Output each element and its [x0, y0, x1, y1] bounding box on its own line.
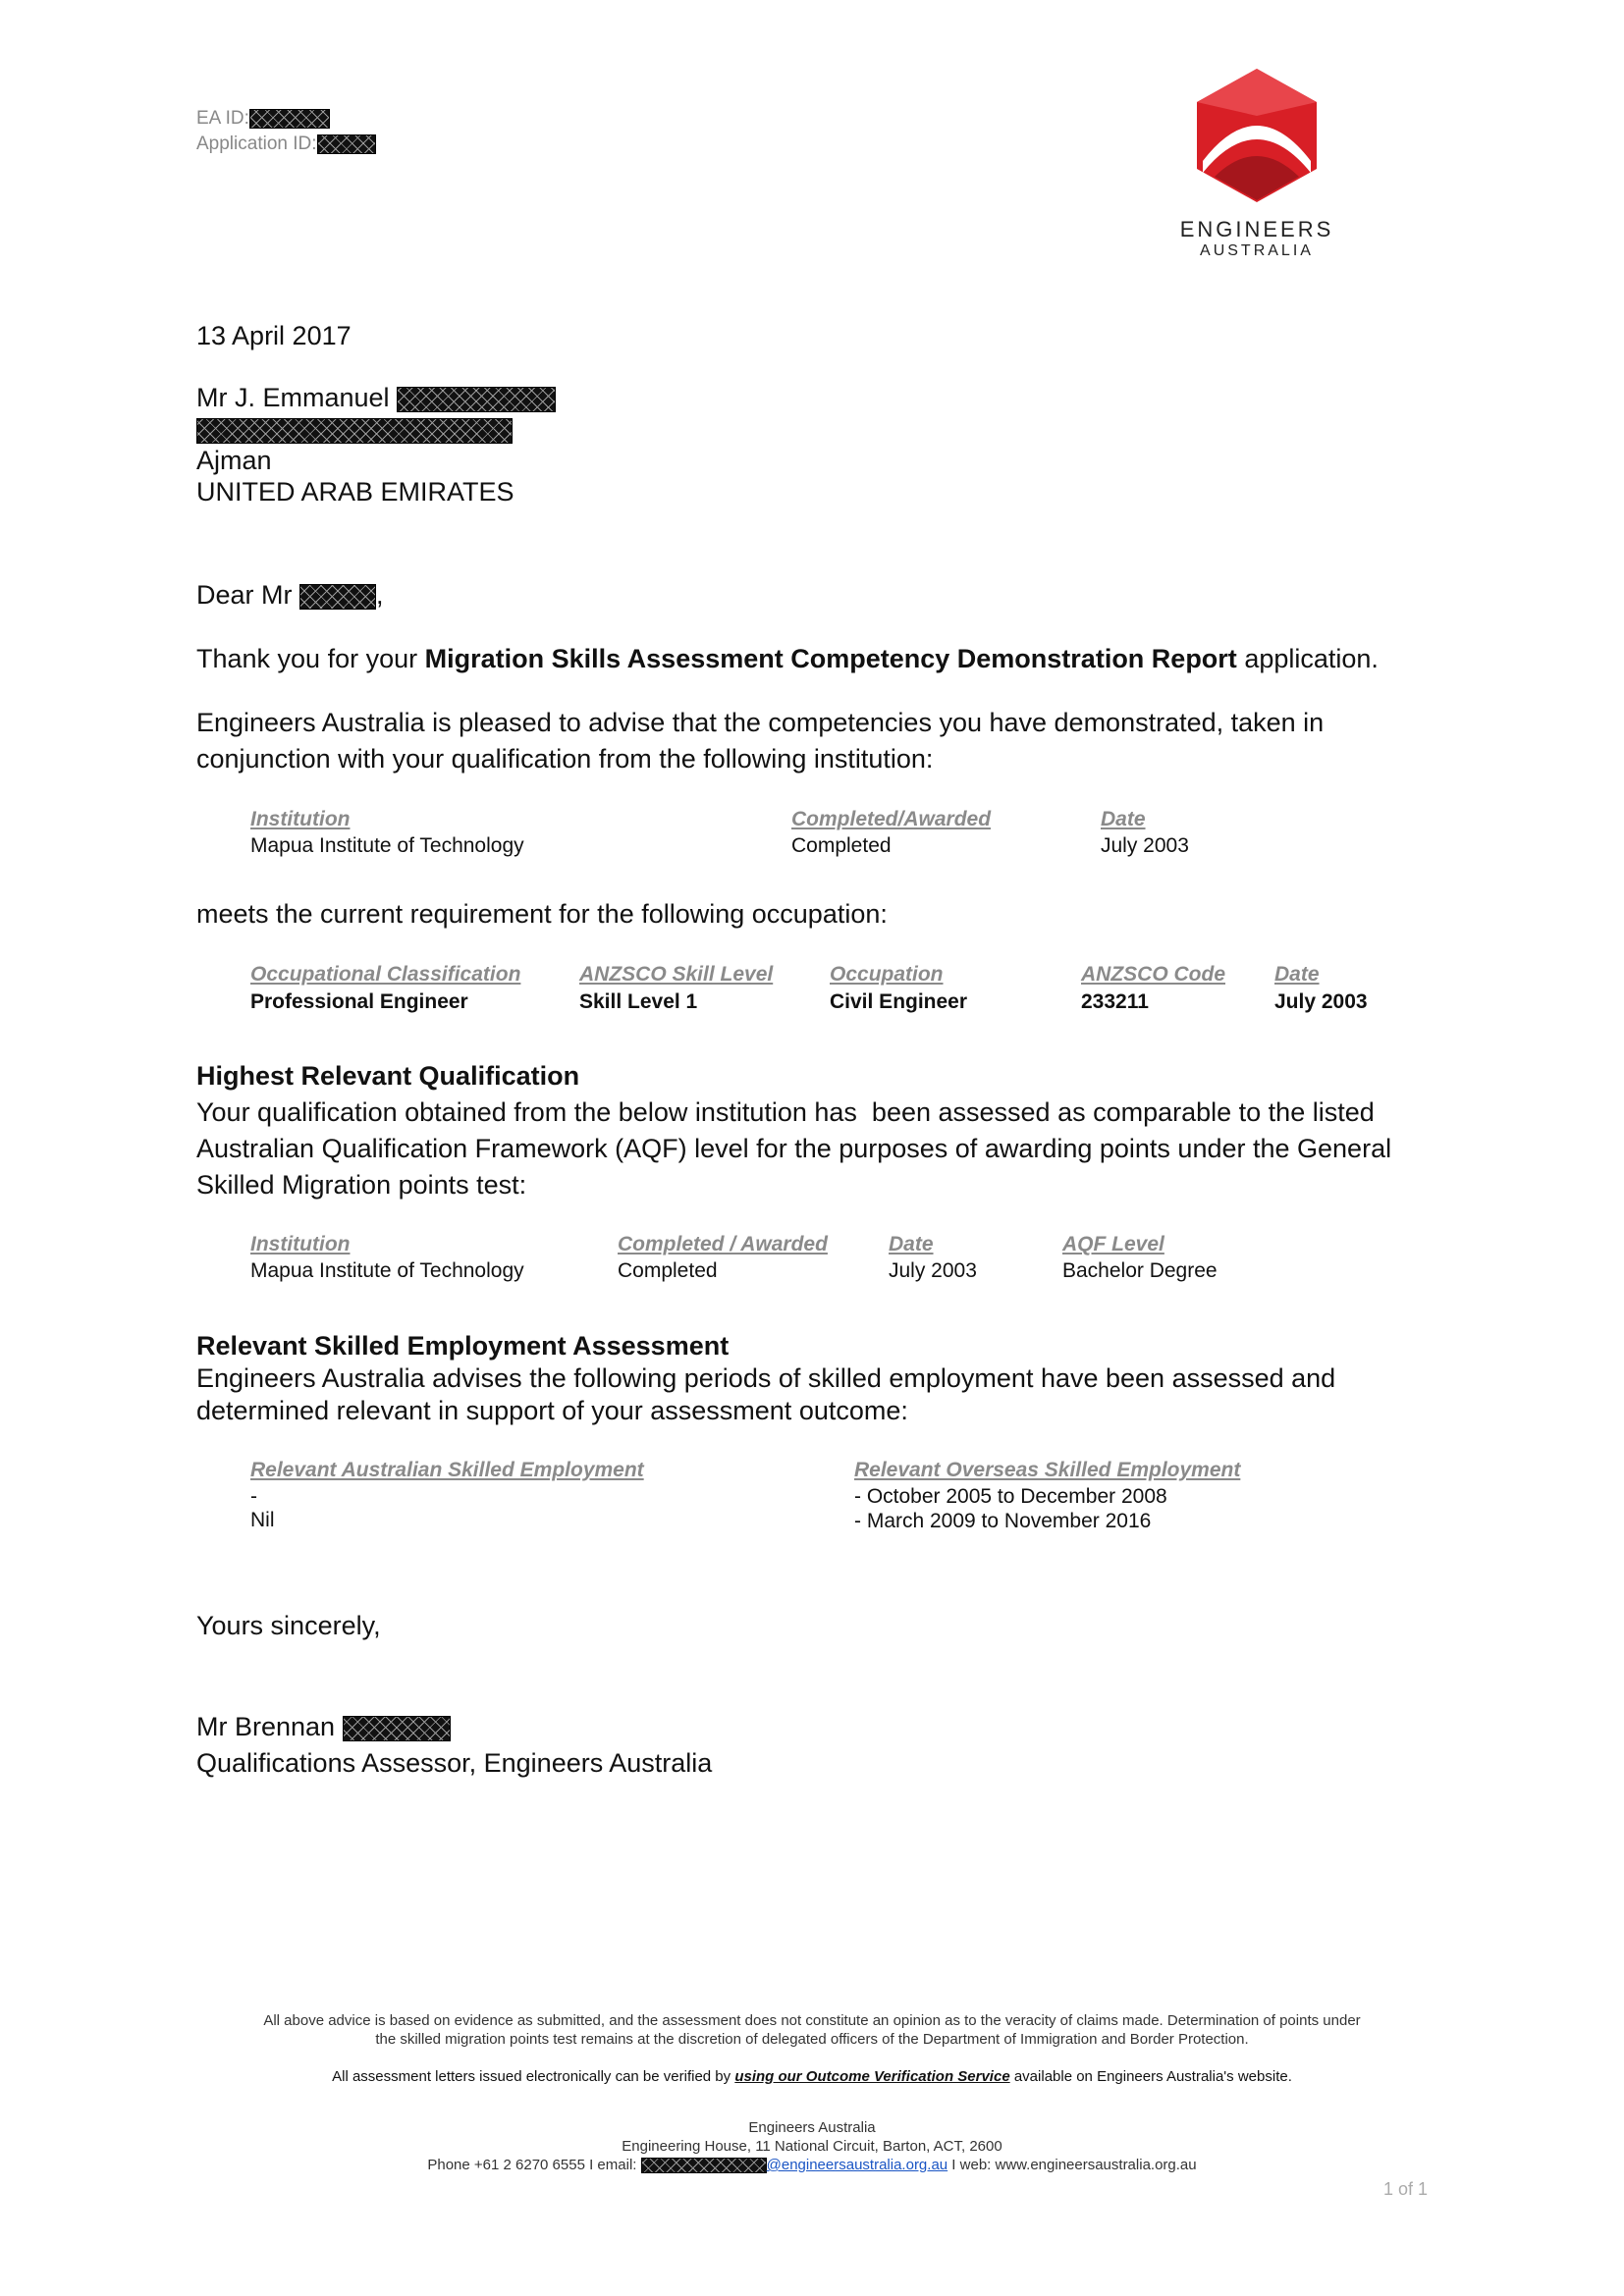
logo-word-australia: AUSTRALIA — [1200, 242, 1314, 259]
date-header: Date — [1101, 808, 1146, 830]
signatory-block — [196, 1709, 712, 1782]
aqf-date-header: Date — [889, 1233, 934, 1255]
intro-application-type: Migration Skills Assessment Competency Demonstration Report — [424, 644, 1237, 673]
occupation-date-value: July 2003 — [1274, 990, 1368, 1013]
occupation-header: Occupation — [830, 963, 944, 986]
ea-id-label: EA ID: — [196, 108, 249, 129]
competency-line-2: conjunction with your qualification from the following institution: — [196, 744, 934, 774]
qualification-line-2: Australian Qualification Framework (AQF) level for the purposes of awarding points under the General — [196, 1134, 1392, 1163]
aqf-level-header: AQF Level — [1062, 1233, 1164, 1255]
salutation-text: Dear Mr — [196, 580, 293, 610]
anzsco-skill-level-value: Skill Level 1 — [579, 990, 698, 1013]
footer-verification — [196, 2067, 1428, 2086]
recipient-block — [196, 382, 556, 507]
contact-line — [196, 2156, 1428, 2174]
org-address: Engineering House, 11 National Circuit, Barton, ACT, 2600 — [622, 2138, 1002, 2155]
email-link[interactable]: @engineersaustralia.org.au — [766, 2157, 948, 2173]
qualification-line-3: Skilled Migration points test: — [196, 1170, 527, 1200]
overseas-employment-header: Relevant Overseas Skilled Employment — [854, 1459, 1241, 1481]
salutation-redaction — [299, 584, 376, 610]
occupational-classification-header: Occupational Classification — [250, 963, 521, 986]
australian-employment-header: Relevant Australian Skilled Employment — [250, 1459, 644, 1481]
logo-word-engineers: ENGINEERS — [1179, 217, 1334, 241]
completed-awarded-header: Completed/Awarded — [791, 808, 992, 830]
aqf-level-value: Bachelor Degree — [1062, 1259, 1218, 1282]
signatory-name-line — [196, 1709, 712, 1745]
ea-id-line — [196, 106, 376, 132]
page-number: 1 of 1 — [1382, 2179, 1428, 2199]
occupation-value: Civil Engineer — [830, 990, 968, 1013]
occupation-date-header: Date — [1274, 963, 1320, 986]
employment-line-2: determined relevant in support of your assessment outcome: — [196, 1396, 908, 1425]
qualification-heading: Highest Relevant Qualification — [196, 1061, 580, 1091]
employment-line-1: Engineers Australia advises the following periods of skilled employment have been assessed and — [196, 1363, 1336, 1393]
signatory-name: Mr Brennan — [196, 1712, 336, 1741]
phone-text: Phone +61 2 6270 6555 I email: — [427, 2157, 641, 2173]
letter-date: 13 April 2017 — [196, 321, 352, 350]
competency-line-1: Engineers Australia is pleased to advise that the competencies you have demonstrated, taken in — [196, 708, 1325, 737]
intro-prefix: Thank you for your — [196, 644, 425, 673]
recipient-name: Mr J. Emmanuel — [196, 383, 390, 412]
signatory-title: Qualifications Assessor, Engineers Australia — [196, 1748, 713, 1778]
footer-contact — [196, 2118, 1428, 2174]
aqf-institution-value: Mapua Institute of Technology — [250, 1259, 524, 1282]
date-value: July 2003 — [1101, 834, 1189, 857]
disclaimer-line-2: the skilled migration points test remains at the discretion of delegated officers of the Department of Immigration and Border Protection. — [375, 2031, 1249, 2048]
engineers-australia-logo — [1159, 67, 1355, 260]
australian-employment-item: - Nil — [250, 1485, 275, 1531]
disclaimer-line-1: All above advice is based on evidence as submitted, and the assessment does not constitute an opinion as to the veracity of claims made. Determination of points under — [263, 2012, 1361, 2029]
verification-service-link[interactable]: using our Outcome Verification Service — [734, 2068, 1010, 2085]
employment-section — [196, 1330, 1335, 1427]
verify-suffix: available on Engineers Australia's website. — [1009, 2068, 1292, 2085]
intro-suffix: application. — [1236, 644, 1379, 673]
salutation-comma: , — [376, 580, 384, 610]
anzsco-code-value: 233211 — [1081, 990, 1149, 1013]
overseas-employment-item: - October 2005 to December 2008 — [854, 1485, 1167, 1508]
qualification-section — [196, 1058, 1391, 1203]
web-text: I web: www.engineersaustralia.org.au — [947, 2157, 1197, 2173]
closing: Yours sincerely, — [196, 1611, 381, 1640]
hexagon-logo-icon — [1193, 67, 1321, 206]
competency-paragraph — [196, 705, 1324, 777]
application-id-redaction — [317, 134, 376, 154]
header-ids — [196, 106, 376, 157]
occupational-classification-value: Professional Engineer — [250, 990, 468, 1013]
aqf-completed-header: Completed / Awarded — [618, 1233, 828, 1255]
aqf-date-value: July 2003 — [889, 1259, 977, 1282]
recipient-street-line — [196, 413, 556, 445]
application-id-line — [196, 132, 376, 157]
occupation-intro: meets the current requirement for the following occupation: — [196, 899, 888, 929]
anzsco-skill-level-header: ANZSCO Skill Level — [579, 963, 774, 986]
recipient-surname-redaction — [397, 387, 556, 412]
aqf-institution-header: Institution — [250, 1233, 351, 1255]
application-id-label: Application ID: — [196, 133, 317, 154]
org-name: Engineers Australia — [748, 2119, 876, 2136]
institution-value: Mapua Institute of Technology — [250, 834, 524, 857]
footer-disclaimer — [196, 2011, 1428, 2049]
ea-id-redaction — [249, 109, 330, 129]
qualification-line-1: Your qualification obtained from the below institution has been assessed as comparable to the listed — [196, 1097, 1375, 1127]
employment-heading: Relevant Skilled Employment Assessment — [196, 1331, 730, 1361]
intro-paragraph — [196, 641, 1379, 677]
recipient-city: Ajman — [196, 446, 272, 475]
recipient-street-redaction — [196, 418, 513, 444]
verify-prefix: All assessment letters issued electronically can be verified by — [332, 2068, 735, 2085]
institution-header: Institution — [250, 808, 351, 830]
salutation — [196, 577, 384, 614]
recipient-name-line — [196, 382, 556, 413]
aqf-completed-value: Completed — [618, 1259, 718, 1282]
overseas-employment-item: - March 2009 to November 2016 — [854, 1510, 1152, 1532]
signatory-surname-redaction — [343, 1716, 451, 1741]
recipient-country: UNITED ARAB EMIRATES — [196, 477, 514, 507]
email-user-redaction — [641, 2158, 767, 2173]
anzsco-code-header: ANZSCO Code — [1081, 963, 1225, 986]
completed-value: Completed — [791, 834, 892, 857]
